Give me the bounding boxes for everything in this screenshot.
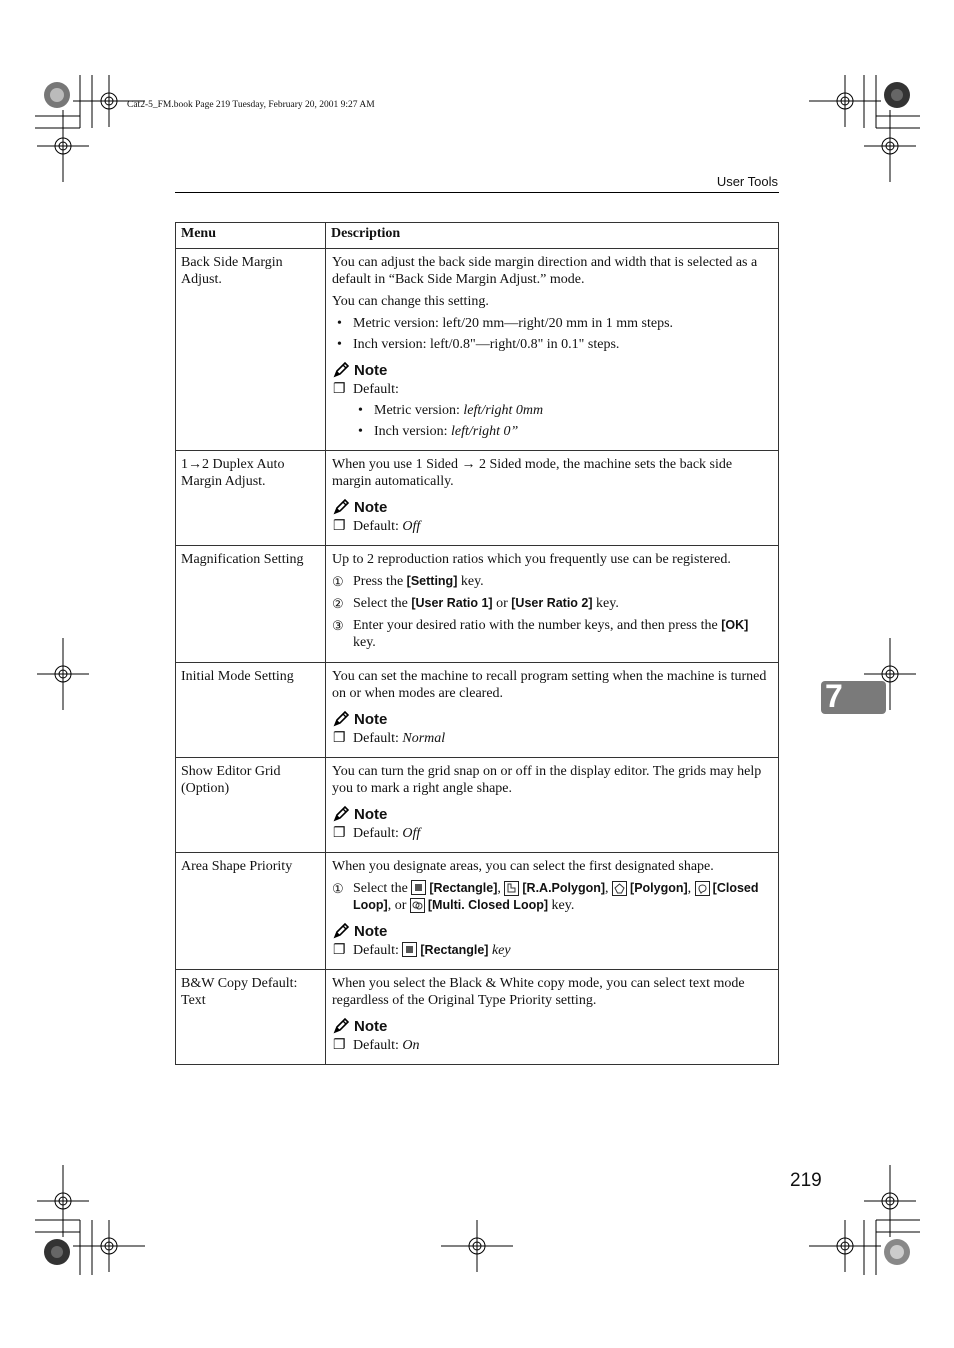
rectangle-key: [Rectangle] [429,881,498,895]
description-text: When you select the Black & White copy mode, you can select text mode regardless of the Original Type Priority setting. [332,976,745,1008]
rectangle-key: [Rectangle] [420,943,489,957]
note-heading: Note [332,1017,773,1035]
page-number: 219 [790,1170,822,1191]
menu-column-header: Menu [176,223,326,249]
step-item: ③ Enter your desired ratio with the number keys, and then press the [OK] key. [332,618,749,650]
pencil-icon [332,1017,350,1035]
user-ratio-1-key: [User Ratio 1] [411,596,493,610]
menu-cell: Area Shape Priority [176,853,326,970]
description-column-header: Description [326,223,779,249]
multi-closed-loop-key: [Multi. Closed Loop] [427,898,549,912]
default-item: ❐ Default: [Rectangle] key [333,943,511,958]
bullet-item: • Metric version: left/20 mm—right/20 mm in 1 mm steps. [337,316,674,331]
description-cell [326,451,779,546]
pencil-icon [332,922,350,940]
menu-cell: Back Side Margin Adjust. [176,249,326,451]
ra-polygon-key: [R.A.Polygon] [522,881,606,895]
menu-cell: Magnification Setting [176,546,326,663]
menu-cell: 1→2 Duplex Auto Margin Adjust. [176,451,326,546]
chapter-tab: 7 [821,681,886,714]
description-text: Up to 2 reproduction ratios which you frequently use can be registered. [332,552,731,567]
description-text: You can change this setting. [332,294,489,309]
table-row [176,663,779,758]
print-info: Cat2-5_FM.book Page 219 Tuesday, February 20, 2001 9:27 AM [127,100,375,110]
step-item: ① Press the [Setting] key. [332,574,484,589]
pencil-icon [332,805,350,823]
table-row [176,853,779,970]
closed-loop-icon [695,881,710,896]
table-row [176,758,779,853]
description-cell [326,546,779,663]
menu-cell: Initial Mode Setting [176,663,326,758]
pencil-icon [332,498,350,516]
table-row [176,970,779,1065]
rectangle-icon [411,880,426,895]
menu-cell: Show Editor Grid (Option) [176,758,326,853]
description-text: When you designate areas, you can select the first designated shape. [332,859,714,874]
default-subitem: • Inch version: left/right 0” [358,424,519,439]
running-head: User Tools [716,174,778,189]
description-cell [326,249,779,451]
note-heading: Note [332,710,773,728]
menu-cell: B&W Copy Default: Text [176,970,326,1065]
polygon-key: [Polygon] [630,881,688,895]
user-ratio-2-key: [User Ratio 2] [511,596,593,610]
default-item: ❐ Default: [333,382,399,397]
table-row [176,249,779,451]
pencil-icon [332,710,350,728]
description-text: You can adjust the back side margin direction and width that is selected as a default in “Back Side Margin Adjust.” mode. [332,255,758,287]
table-header-row [176,223,779,249]
description-cell [326,758,779,853]
description-cell [326,853,779,970]
description-text: You can set the machine to recall program setting when the machine is turned on or when modes are cleared. [332,669,767,701]
description-cell [326,663,779,758]
user-tools-table [175,222,779,1065]
pencil-icon [332,361,350,379]
note-heading: Note [332,805,773,823]
note-heading: Note [332,922,773,940]
note-heading: Note [332,361,773,379]
step-item: ② Select the [User Ratio 1] or [User Ratio 2] key. [332,596,619,611]
default-subitem: • Metric version: left/right 0mm [358,403,544,418]
description-text: When you use 1 Sided → 2 Sided mode, the machine sets the back side margin automatically. [332,457,733,489]
default-item: ❐ Default: Off [333,519,421,534]
table-row [176,546,779,663]
table-row [176,451,779,546]
step-item: ① Select the [Rectangle], [R.A.Polygon], [Polygon], [Closed Loop], or [Multi. Closed Loop] key. [332,881,759,913]
default-item: ❐ Default: Normal [333,731,446,746]
description-text: You can turn the grid snap on or off in the display editor. The grids may help you to mark a right angle shape. [332,764,762,796]
description-cell [326,970,779,1065]
note-heading: Note [332,498,773,516]
ok-key: [OK] [721,618,749,632]
polygon-icon [612,881,627,896]
rectangle-icon [402,942,417,957]
header-rule [175,192,779,193]
closed-loop-key: [Closed Loop] [353,881,759,912]
default-item: ❐ Default: On [333,1038,420,1053]
default-item: ❐ Default: Off [333,826,421,841]
setting-key: [Setting] [406,574,458,588]
multi-closed-loop-icon [410,898,425,913]
bullet-item: • Inch version: left/0.8"—right/0.8" in 0.1" steps. [337,337,620,352]
ra-polygon-icon [504,881,519,896]
